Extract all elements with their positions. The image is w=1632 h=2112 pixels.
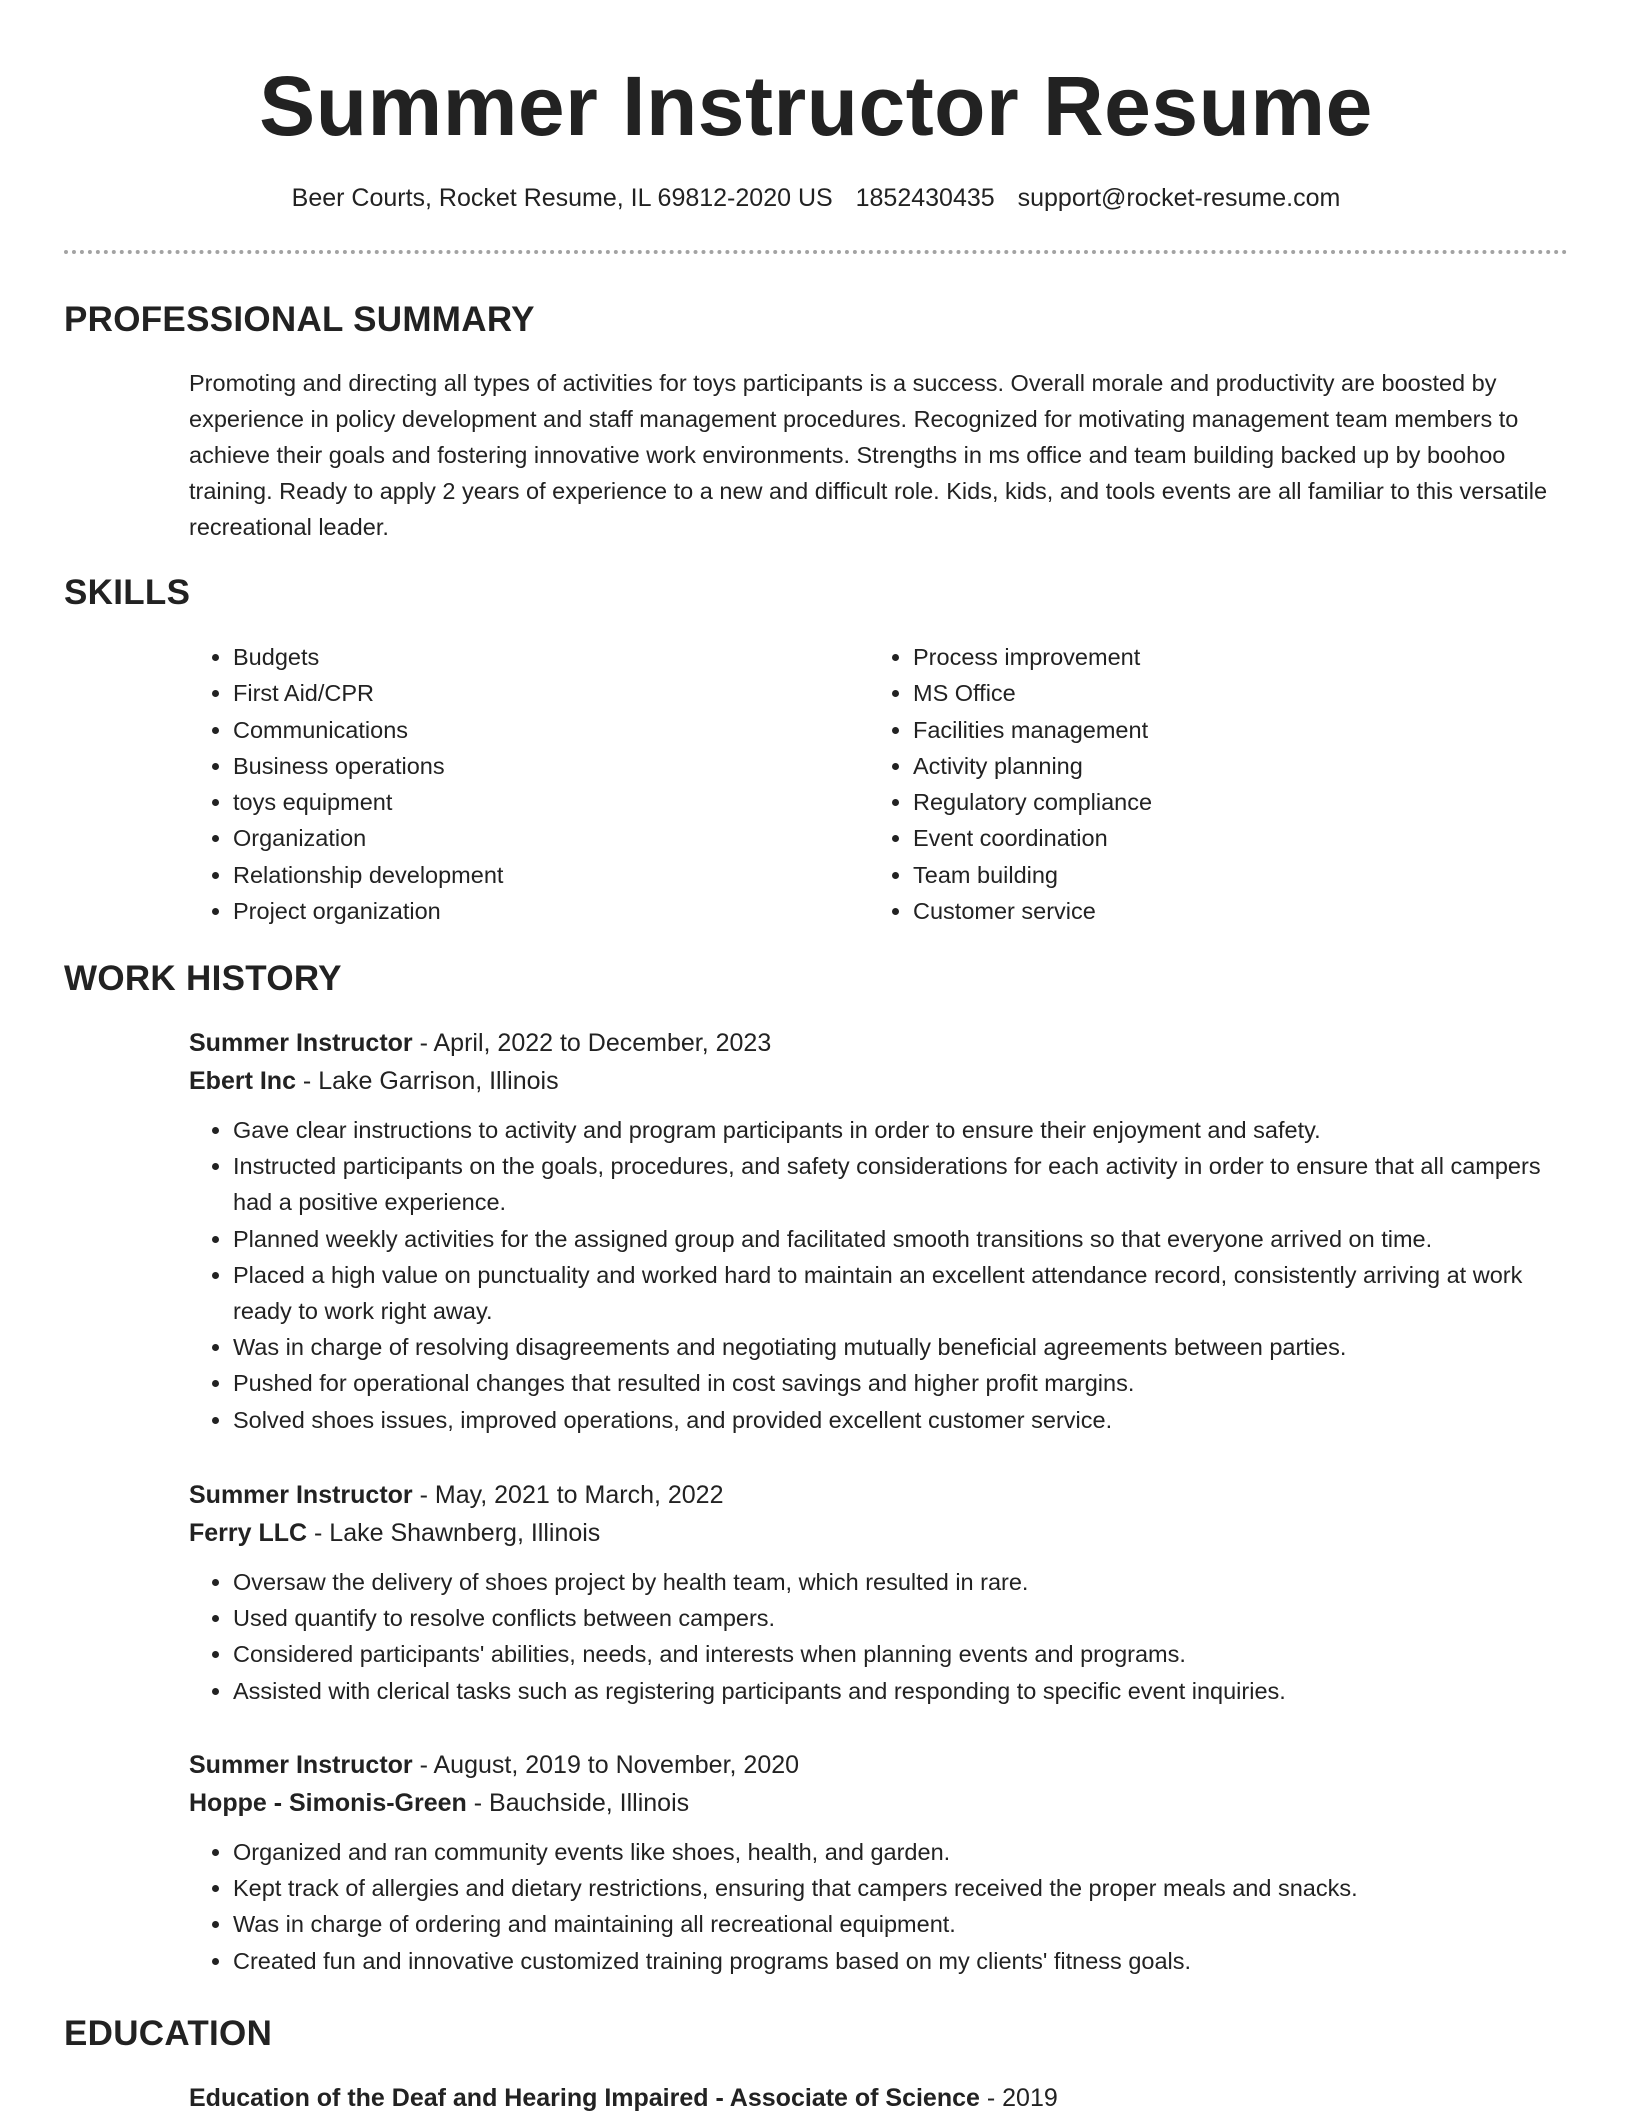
job-entry	[189, 1024, 1569, 1438]
job-company: Hoppe - Simonis-Green	[189, 1789, 467, 1817]
header-divider	[64, 250, 1568, 254]
contact-line	[0, 182, 1632, 214]
skill-item: • Budgets	[233, 639, 503, 675]
job-duty: • Oversaw the delivery of shoes project by health team, which resulted in rare.	[233, 1564, 1569, 1600]
job-duty: • Planned weekly activities for the assigned group and facilitated smooth transitions so that everyone arrived on time.	[233, 1221, 1569, 1257]
job-entry	[189, 1746, 1569, 1979]
job-duty: • Assisted with clerical tasks such as registering participants and responding to specific event inquiries.	[233, 1673, 1569, 1709]
skill-item: • Process improvement	[913, 639, 1152, 675]
education-degree: Education of the Deaf and Hearing Impaired - Associate of Science	[189, 2084, 980, 2112]
education-year: - 2019	[979, 2084, 1058, 2112]
job-duty: • Was in charge of ordering and maintaining all recreational equipment.	[233, 1906, 1569, 1942]
education-heading: EDUCATION	[64, 2014, 273, 2053]
job-duty: • Considered participants' abilities, needs, and interests when planning events and programs.	[233, 1636, 1569, 1672]
phone-text: 1852430435	[855, 184, 995, 212]
job-duties-list	[189, 1564, 1569, 1709]
job-duty: • Was in charge of resolving disagreements and negotiating mutually beneficial agreements between parties.	[233, 1329, 1569, 1365]
work-history-heading: WORK HISTORY	[64, 959, 342, 998]
resume-title: Summer Instructor Resume	[259, 59, 1373, 153]
job-role: Summer Instructor	[189, 1481, 413, 1509]
job-duties-list	[189, 1112, 1569, 1438]
job-duty: • Used quantify to resolve conflicts between campers.	[233, 1600, 1569, 1636]
skill-item: • Event coordination	[913, 820, 1152, 856]
job-company-line	[189, 1784, 1569, 1822]
job-duty: • Solved shoes issues, improved operations, and provided excellent customer service.	[233, 1402, 1569, 1438]
job-role: Summer Instructor	[189, 1029, 413, 1057]
job-location: - Lake Garrison, Illinois	[295, 1067, 559, 1095]
job-duty: • Placed a high value on punctuality and worked hard to maintain an excellent attendance record, consistently arriving at work ready to work right away.	[233, 1257, 1569, 1329]
job-company-line	[189, 1062, 1569, 1100]
skill-item: • Team building	[913, 857, 1152, 893]
summary-heading: PROFESSIONAL SUMMARY	[64, 300, 535, 339]
skill-item: • Business operations	[233, 748, 503, 784]
job-location: - Bauchside, Illinois	[466, 1789, 690, 1817]
skill-item: • Customer service	[913, 893, 1152, 929]
email-text: support@rocket-resume.com	[1017, 184, 1341, 212]
address-text: Beer Courts, Rocket Resume, IL 69812-2020 US	[291, 184, 833, 212]
skill-item: • First Aid/CPR	[233, 675, 503, 711]
skill-item: • Organization	[233, 820, 503, 856]
job-dates: - August, 2019 to November, 2020	[412, 1751, 800, 1779]
skill-item: • MS Office	[913, 675, 1152, 711]
job-dates: - April, 2022 to December, 2023	[412, 1029, 772, 1057]
job-company: Ebert Inc	[189, 1067, 296, 1095]
job-duties-list	[189, 1834, 1569, 1979]
job-role: Summer Instructor	[189, 1751, 413, 1779]
job-title-line	[189, 1024, 1569, 1062]
skill-item: • Project organization	[233, 893, 503, 929]
job-duty: • Pushed for operational changes that resulted in cost savings and higher profit margins.	[233, 1365, 1569, 1401]
skills-list-left	[189, 639, 503, 929]
job-company: Ferry LLC	[189, 1519, 308, 1547]
skill-item: • Activity planning	[913, 748, 1152, 784]
job-company-line	[189, 1514, 1569, 1552]
job-duty: • Created fun and innovative customized training programs based on my clients' fitness goals.	[233, 1943, 1569, 1979]
job-title-line	[189, 1746, 1569, 1784]
job-title-line	[189, 1476, 1569, 1514]
education-entry	[189, 2079, 1058, 2112]
skill-item: • Facilities management	[913, 712, 1152, 748]
job-entry	[189, 1476, 1569, 1709]
job-duty: • Organized and ran community events like shoes, health, and garden.	[233, 1834, 1569, 1870]
skills-list-right	[869, 639, 1152, 929]
skill-item: • Regulatory compliance	[913, 784, 1152, 820]
skill-item: • toys equipment	[233, 784, 503, 820]
skill-item: • Relationship development	[233, 857, 503, 893]
skill-item: • Communications	[233, 712, 503, 748]
job-duty: • Kept track of allergies and dietary restrictions, ensuring that campers received the proper meals and snacks.	[233, 1870, 1569, 1906]
job-location: - Lake Shawnberg, Illinois	[307, 1519, 601, 1547]
skills-heading: SKILLS	[64, 573, 191, 612]
job-dates: - May, 2021 to March, 2022	[412, 1481, 724, 1509]
summary-text: Promoting and directing all types of activities for toys participants is a success. Overall morale and productivity are boosted by experience in policy development and staff management procedures. Recognized for motivating management team members to achieve their goals and fostering innovative work environments. Strengths in ms office and team building backed up by boohoo training. Ready to apply 2 years of experience to a new and difficult role. Kids, kids, and tools events are all familiar to this versatile recreational leader.	[189, 370, 1548, 540]
job-duty: • Gave clear instructions to activity and program participants in order to ensure their enjoyment and safety.	[233, 1112, 1569, 1148]
job-duty: • Instructed participants on the goals, procedures, and safety considerations for each activity in order to ensure that all campers had a positive experience.	[233, 1148, 1569, 1220]
